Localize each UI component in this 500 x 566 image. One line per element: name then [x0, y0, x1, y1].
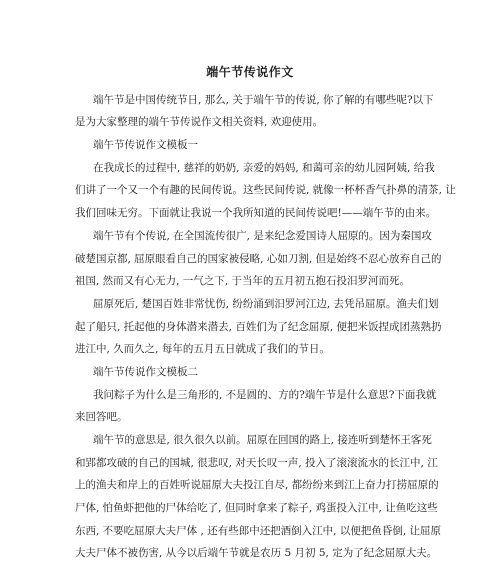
paragraph-line: 上的渔夫和岸上的百姓听说屈原大夫投江自尽, 都纷纷来到江上奋力打捞屈原的 — [75, 479, 439, 491]
document-title: 端午节传说作文 — [206, 65, 294, 79]
section-heading: 端午节传说作文模板一 — [93, 139, 198, 151]
paragraph-line: 进江中, 久而久之, 每年的五月五日就成了我们的节日。 — [75, 343, 330, 355]
section-heading: 端午节传说作文模板二 — [93, 366, 198, 378]
paragraph-line: 尸体, 怕鱼虾把他的尸体给吃了, 但同时拿来了粽子, 鸡蛋投入江中, 让鱼吃这些 — [75, 502, 438, 514]
paragraph-line: 来回答吧。 — [75, 411, 128, 423]
paragraph-line: 屈原死后, 楚国百姓非常忧伤, 纷纷涌到汨罗河江边, 去凭吊屈原。渔夫们划 — [93, 298, 439, 310]
paragraph-line: 东西, 不要吃屈原大夫尸体 , 还有些郎中还把酒倒入江中, 以便把鱼昏倒, 让屈原 — [75, 525, 442, 537]
paragraph-line: 们讲了一个又一个有趣的民间传说。这些民间传说, 就像一杯杯香气扑鼻的清茶, 让 — [75, 184, 456, 196]
paragraph-line: 我们回味无穷。下面就让我说一个我所知道的民间传说吧!——端午节的由来。 — [75, 207, 437, 219]
paragraph-line: 起了船只, 托起他的身体潜来潜去, 百姓们为了纪念屈原, 便把米饭捏成团蒸熟扔 — [75, 321, 442, 333]
paragraph-line: 端午节有个传说, 在全国流传很广, 是来纪念爱国诗人屈原的。因为秦国攻 — [93, 230, 432, 242]
paragraph-line: 端午节是中国传统节日, 那么, 关于端午节的传说, 你了解的有哪些呢?以下 — [93, 94, 434, 106]
paragraph-line: 祖国, 然而又有心无力, 一气之下, 于当年的五月初五抱石投汨罗河而死。 — [75, 275, 411, 287]
paragraph-line: 大夫尸体不被伤害, 从今以后端午节就是农历 5 月初 5, 定为了纪念屈原大夫。 — [75, 547, 438, 559]
paragraph-line: 是为大家整理的端午节传说作文相关资料, 欢迎使用。 — [75, 116, 324, 128]
paragraph-line: 端午节的意思是, 很久很久以前。屈原在回国的路上, 接连听到楚怀王客死 — [93, 434, 432, 446]
paragraph-line: 在我成长的过程中, 慈祥的奶奶, 亲爱的妈妈, 和蔼可亲的幼儿园阿姨, 给我 — [93, 162, 435, 174]
paragraph-line: 我问粽子为什么是三角形的, 不是圆的、方的?端午节是什么意思?下面我就 — [93, 389, 437, 401]
paragraph-line: 破楚国京都, 屈原眼看自己的国家被侵略, 心如刀割, 但是始终不忍心放弃自己的 — [75, 253, 442, 265]
paragraph-line: 和郢都攻破的自己的国城, 很悲叹, 对天长叹一声, 投入了滚滚流水的长江中, 江 — [75, 457, 438, 469]
